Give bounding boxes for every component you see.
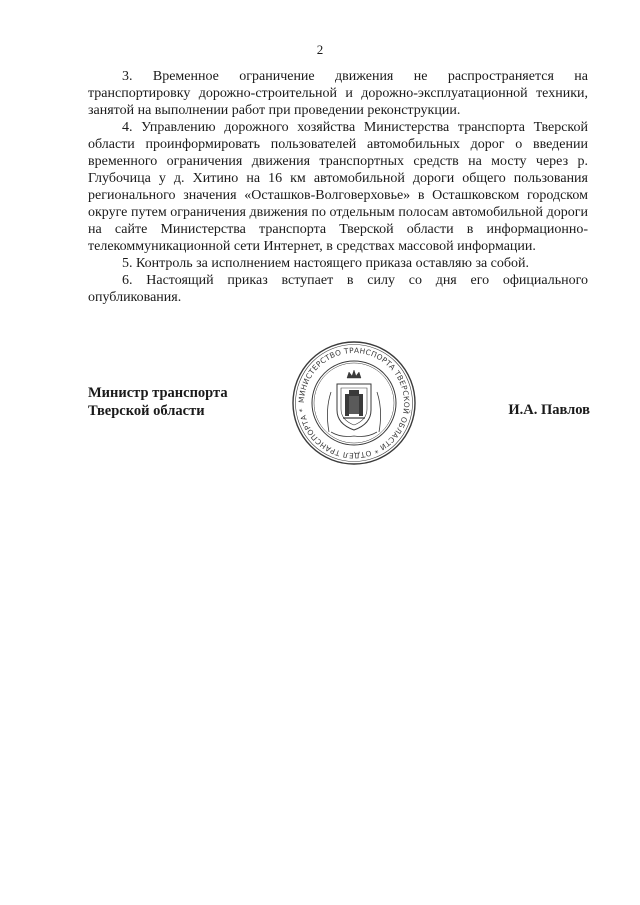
paragraph-5: 5. Контроль за исполнением настоящего приказа оставляю за собой. bbox=[122, 256, 530, 271]
paragraph-3: 3. Временное ограничение движения не распространяется на транспортировку дорожно-строительной и дорожно-эксплуатационной техники, занятой на выполнении работ при проведении реконструкции. bbox=[88, 69, 588, 118]
seal-ring-text: МИНИСТЕРСТВО ТРАНСПОРТА ТВЕРСКОЙ ОБЛАСТИ * ОТДЕЛ ТРАНСПОРТА * bbox=[296, 345, 412, 461]
signer-title-line-1: Министр транспорта bbox=[88, 385, 228, 401]
page-number: 2 bbox=[316, 42, 324, 57]
signer-name: И.А. Павлов bbox=[508, 402, 590, 418]
signer-title-line-2: Тверской области bbox=[88, 403, 205, 419]
coat-of-arms-icon bbox=[337, 370, 371, 430]
signer-title bbox=[88, 384, 288, 420]
paragraph-6: 6. Настоящий приказ вступает в силу со дня его официального опубликования. bbox=[88, 273, 588, 305]
document-body bbox=[88, 68, 588, 306]
official-seal bbox=[291, 340, 417, 466]
paragraph-4: 4. Управлению дорожного хозяйства Министерства транспорта Тверской области проинформировать пользователей автомобильных дорог о введении временного ограничения движения транспортных средств на мосту через р. Глубочица у д. Хитино на 16 км автомобильной дороги общего пользования регионального значения «Осташков-Волговерховье» в Осташковском городском округе путем ограничения движения по отдельным полосам автомобильной дороги на сайте Министерства транспорта Тверской области в информационно-телекоммуникационной сети Интернет, в средствах массовой информации. bbox=[88, 120, 588, 254]
